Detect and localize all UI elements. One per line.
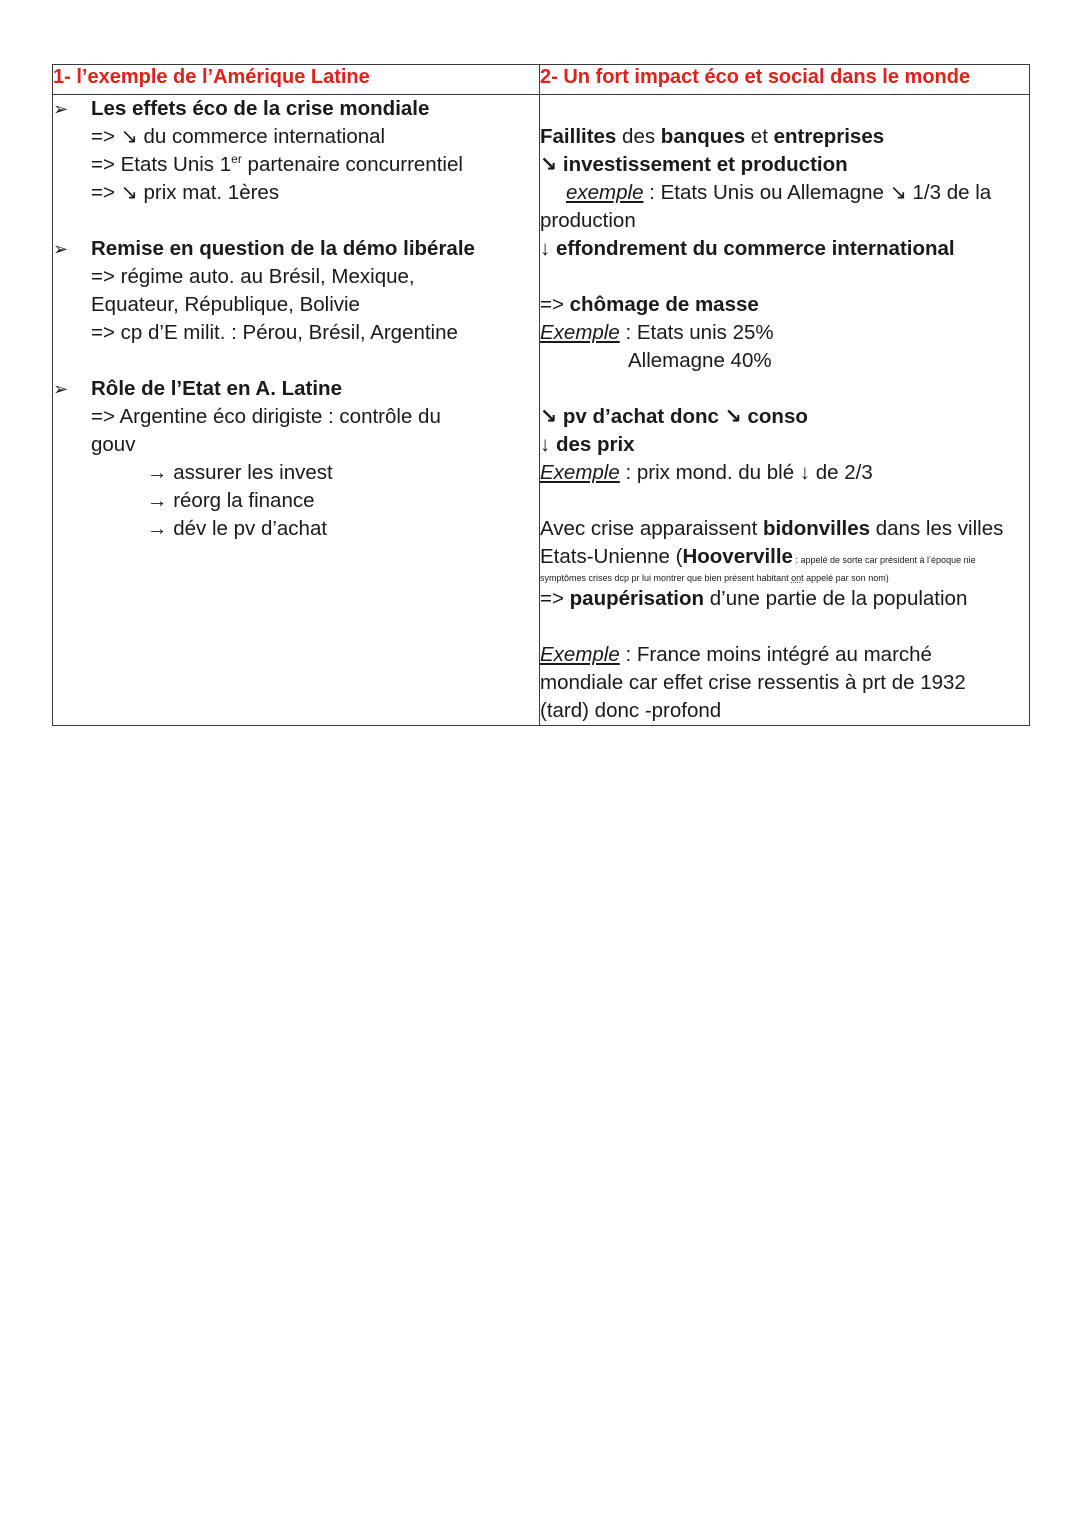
example-2: Exemple : Etats unis 25%: [540, 321, 774, 344]
pauperisation-line: => paupérisation d’une partie de la population: [540, 587, 968, 610]
header-right: 2- Un fort impact éco et social dans le monde: [540, 65, 1030, 95]
s2-line-2: Equateur, République, Bolivie: [91, 293, 360, 316]
right-column: [540, 95, 1030, 726]
s1-line-1: => ↘ du commerce international: [91, 125, 386, 148]
section-3-title: ➢ Rôle de l’Etat en A. Latine: [53, 375, 539, 403]
example-3: Exemple : prix mond. du blé ↓ de 2/3: [540, 461, 873, 484]
hooverville-line: Etats-Unienne (Hooverville : appelé de sorte car président à l’époque nie: [540, 545, 976, 568]
s3-line-1: => Argentine éco dirigiste : contrôle du: [91, 405, 441, 428]
table-header-row: [53, 65, 1030, 95]
example-4-cont-1: mondiale car effet crise ressentis à prt de 1932: [540, 671, 966, 694]
s1-line-3: => ↘ prix mat. 1ères: [91, 181, 280, 204]
table-body-row: [53, 95, 1030, 726]
bullet-icon: ➢: [53, 379, 69, 399]
s1-line-2: => Etats Unis 1er partenaire concurrentiel: [91, 152, 463, 176]
prix-line: ↓ des prix: [540, 433, 635, 456]
section-2-title: ➢ Remise en question de la démo libérale: [53, 235, 539, 263]
section-1-title: ➢ Les effets éco de la crise mondiale: [53, 95, 539, 123]
header-left: 1- l’exemple de l’Amérique Latine: [53, 65, 540, 95]
example-1: exemple : Etats Unis ou Allemagne ↘ 1/3 de la: [566, 181, 992, 204]
s2-line-1: => régime auto. au Brésil, Mexique,: [91, 265, 415, 288]
example-1-cont: production: [540, 209, 636, 232]
hooverville-note: : appelé de sorte car président à l’époque nie: [792, 555, 976, 565]
s3-line-2: gouv: [91, 433, 136, 456]
s3-arrow-3: → dév le pv d’achat: [147, 517, 328, 540]
bidonvilles-line: Avec crise apparaissent bidonvilles dans les villes: [540, 517, 1004, 540]
example-4-cont-2: (tard) donc -profond: [540, 699, 722, 722]
chomage-line: => chômage de masse: [540, 293, 759, 316]
faillites-line: Faillites des banques et entreprises: [540, 125, 885, 148]
s3-arrow-1: → assurer les invest: [147, 461, 333, 484]
effondrement-line: ↓ effondrement du commerce international: [540, 237, 955, 260]
example-2-cont: Allemagne 40%: [628, 349, 772, 372]
pv-achat-line: ↘ pv d’achat donc ↘ conso: [540, 405, 808, 428]
bullet-icon: ➢: [53, 239, 69, 259]
s2-line-3: => cp d’E milit. : Pérou, Brésil, Argentine: [91, 321, 458, 344]
invest-line: ↘ investissement et production: [540, 153, 848, 176]
hooverville-note-cont: symptômes crises dcp pr lui montrer que bien présent habitant ont appelé par son nom): [540, 573, 889, 583]
example-4: Exemple : France moins intégré au marché: [540, 643, 932, 666]
notes-table: [52, 64, 1030, 726]
left-column: [53, 95, 540, 726]
s3-arrow-2: → réorg la finance: [147, 489, 315, 512]
bullet-icon: ➢: [53, 99, 69, 119]
